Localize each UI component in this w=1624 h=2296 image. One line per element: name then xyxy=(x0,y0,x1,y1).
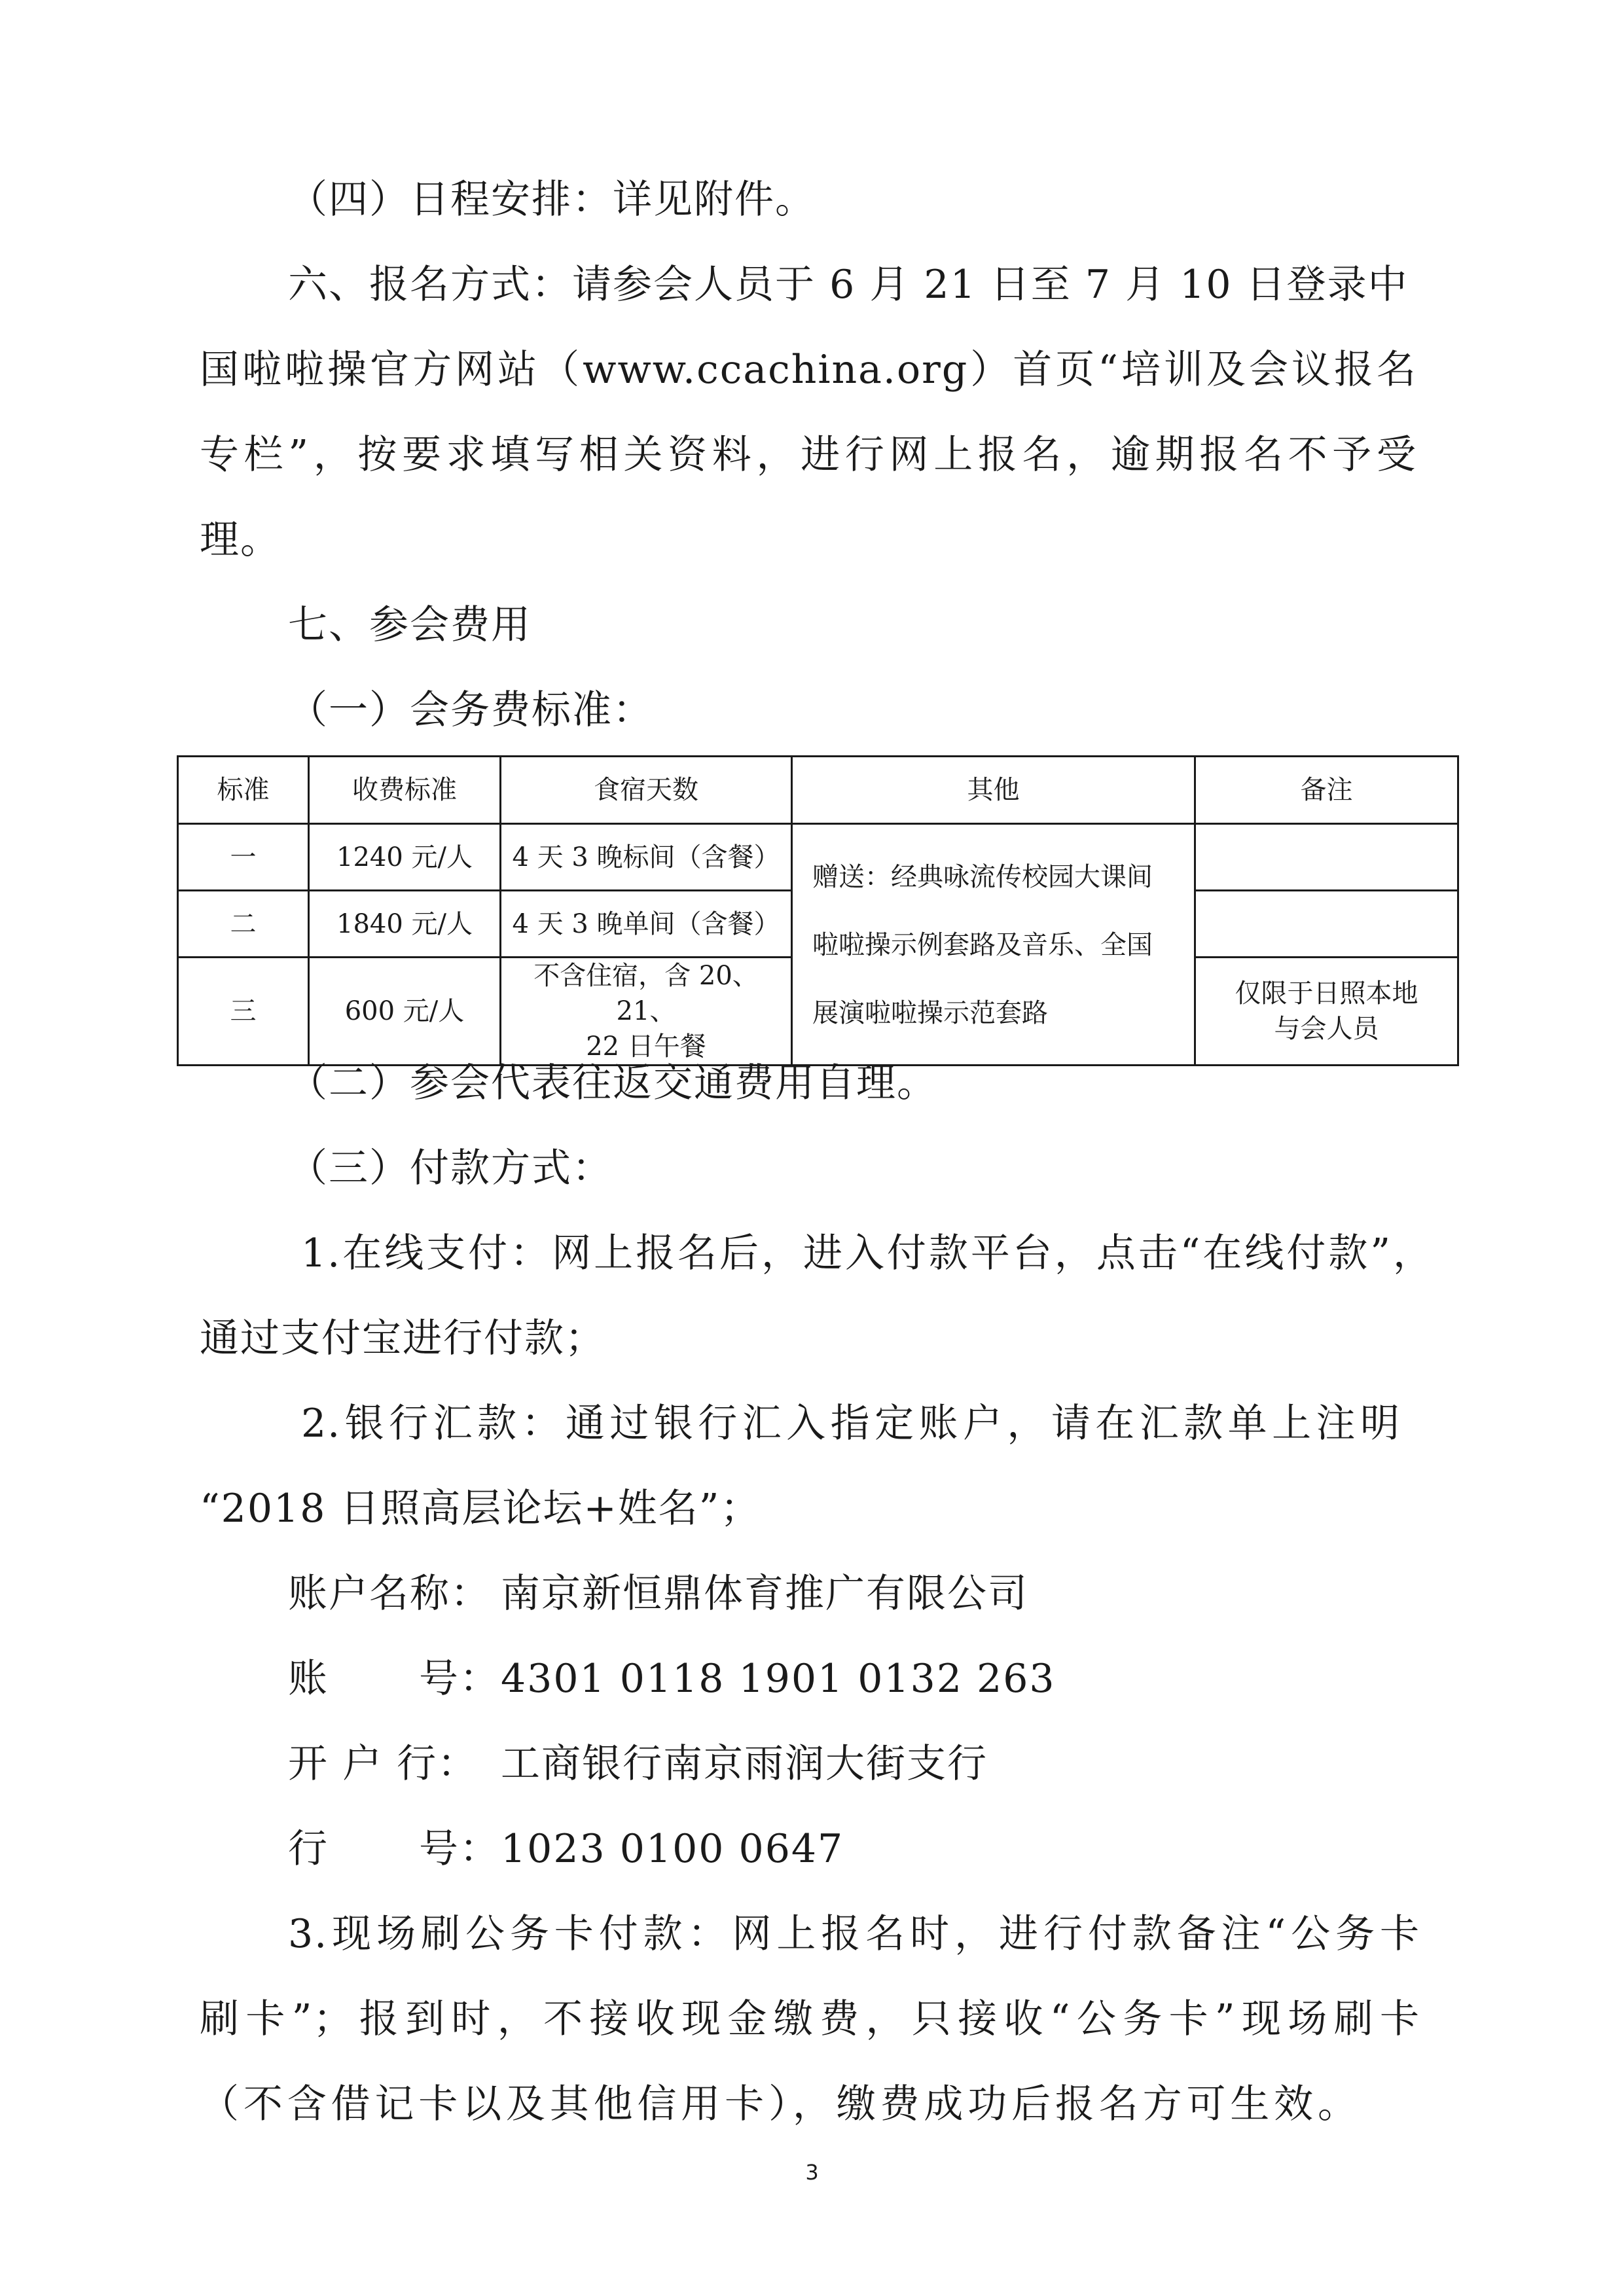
account-number-label: 账 xyxy=(288,1656,329,1702)
registration-line: 国啦啦操官方网站（www.ccachina.org）首页“培训及会议报名 xyxy=(200,347,1417,393)
registration-line: 六、报名方式：请参会人员于 6 月 21 日至 7 月 10 日登录中 xyxy=(288,262,1409,308)
table-cell-level: 一 xyxy=(178,824,309,891)
account-name-value: 南京新恒鼎体育推广有限公司 xyxy=(501,1571,1028,1617)
table-cell-fee: 1840 元/人 xyxy=(309,891,501,958)
table-cell-days xyxy=(501,958,792,1066)
table-cell-note xyxy=(1195,891,1458,958)
note-line: 与会人员 xyxy=(1274,1014,1379,1044)
table-header-cell: 收费标准 xyxy=(309,757,501,824)
note-line: 仅限于日照本地 xyxy=(1235,978,1418,1009)
page-number: 3 xyxy=(805,2160,819,2185)
bank-transfer-line: 2.银行汇款：通过银行汇入指定账户，请在汇款单上注明 xyxy=(301,1401,1401,1446)
table-cell-note xyxy=(1195,824,1458,891)
bank-label: 开 户 行： xyxy=(288,1741,478,1787)
fee-heading: 七、参会费用 xyxy=(288,602,532,648)
payment-heading: （三）付款方式： xyxy=(288,1145,613,1191)
card-payment-line: （不含借记卡以及其他信用卡），缴费成功后报名方可生效。 xyxy=(200,2081,1358,2127)
bank-value: 工商银行南京雨润大街支行 xyxy=(501,1741,988,1787)
table-cell-other xyxy=(792,824,1195,1066)
table-cell-fee: 1240 元/人 xyxy=(309,824,501,891)
card-payment-line: 刷卡”；报到时，不接收现金缴费，只接收“公务卡”现场刷卡 xyxy=(200,1996,1420,2042)
table-cell-fee: 600 元/人 xyxy=(309,958,501,1066)
table-header-cell: 备注 xyxy=(1195,757,1458,824)
other-line: 展演啦啦操示范套路 xyxy=(812,998,1048,1028)
schedule-paragraph: （四）日程安排：详见附件。 xyxy=(288,177,816,223)
fee-standard-heading: （一）会务费标准： xyxy=(288,687,653,733)
account-number-label: 号： xyxy=(419,1656,500,1702)
table-cell-level: 二 xyxy=(178,891,309,958)
table-header-cell: 食宿天数 xyxy=(501,757,792,824)
online-payment-line: 1.在线支付：网上报名后，进入付款平台，点击“在线付款”， xyxy=(301,1230,1434,1276)
fee-table xyxy=(177,755,1459,1066)
table-cell-days: 4 天 3 晚单间（含餐） xyxy=(501,891,792,958)
table-header-cell: 标准 xyxy=(178,757,309,824)
table-cell-note xyxy=(1195,958,1458,1066)
table-row xyxy=(178,824,1458,891)
other-line: 啦啦操示例套路及音乐、全国 xyxy=(812,930,1153,960)
table-cell-level: 三 xyxy=(178,958,309,1066)
account-number-value: 4301 0118 1901 0132 263 xyxy=(501,1656,1056,1702)
account-name-label: 账户名称： xyxy=(288,1571,491,1617)
bank-transfer-line: “2018 日照高层论坛+姓名”； xyxy=(200,1486,761,1532)
table-header-row xyxy=(178,757,1458,824)
bank-number-label: 行 xyxy=(288,1826,329,1872)
days-line: 22 日午餐 xyxy=(586,1031,706,1062)
other-line: 赠送：经典咏流传校园大课间 xyxy=(812,862,1153,892)
days-line: 不含住宿，含 20、21、 xyxy=(533,961,759,1026)
travel-paragraph: （二）参会代表往返交通费用自理。 xyxy=(288,1060,937,1106)
card-payment-line: 3.现场刷公务卡付款：网上报名时，进行付款备注“公务卡 xyxy=(288,1911,1420,1957)
bank-number-label: 号： xyxy=(419,1826,500,1872)
table-header-cell: 其他 xyxy=(792,757,1195,824)
bank-number-value: 1023 0100 0647 xyxy=(501,1826,844,1872)
online-payment-line: 通过支付宝进行付款； xyxy=(200,1316,605,1361)
registration-line: 专栏”，按要求填写相关资料，进行网上报名，逾期报名不予受 xyxy=(200,432,1417,478)
registration-line: 理。 xyxy=(200,517,281,563)
table-cell-days: 4 天 3 晚标间（含餐） xyxy=(501,824,792,891)
